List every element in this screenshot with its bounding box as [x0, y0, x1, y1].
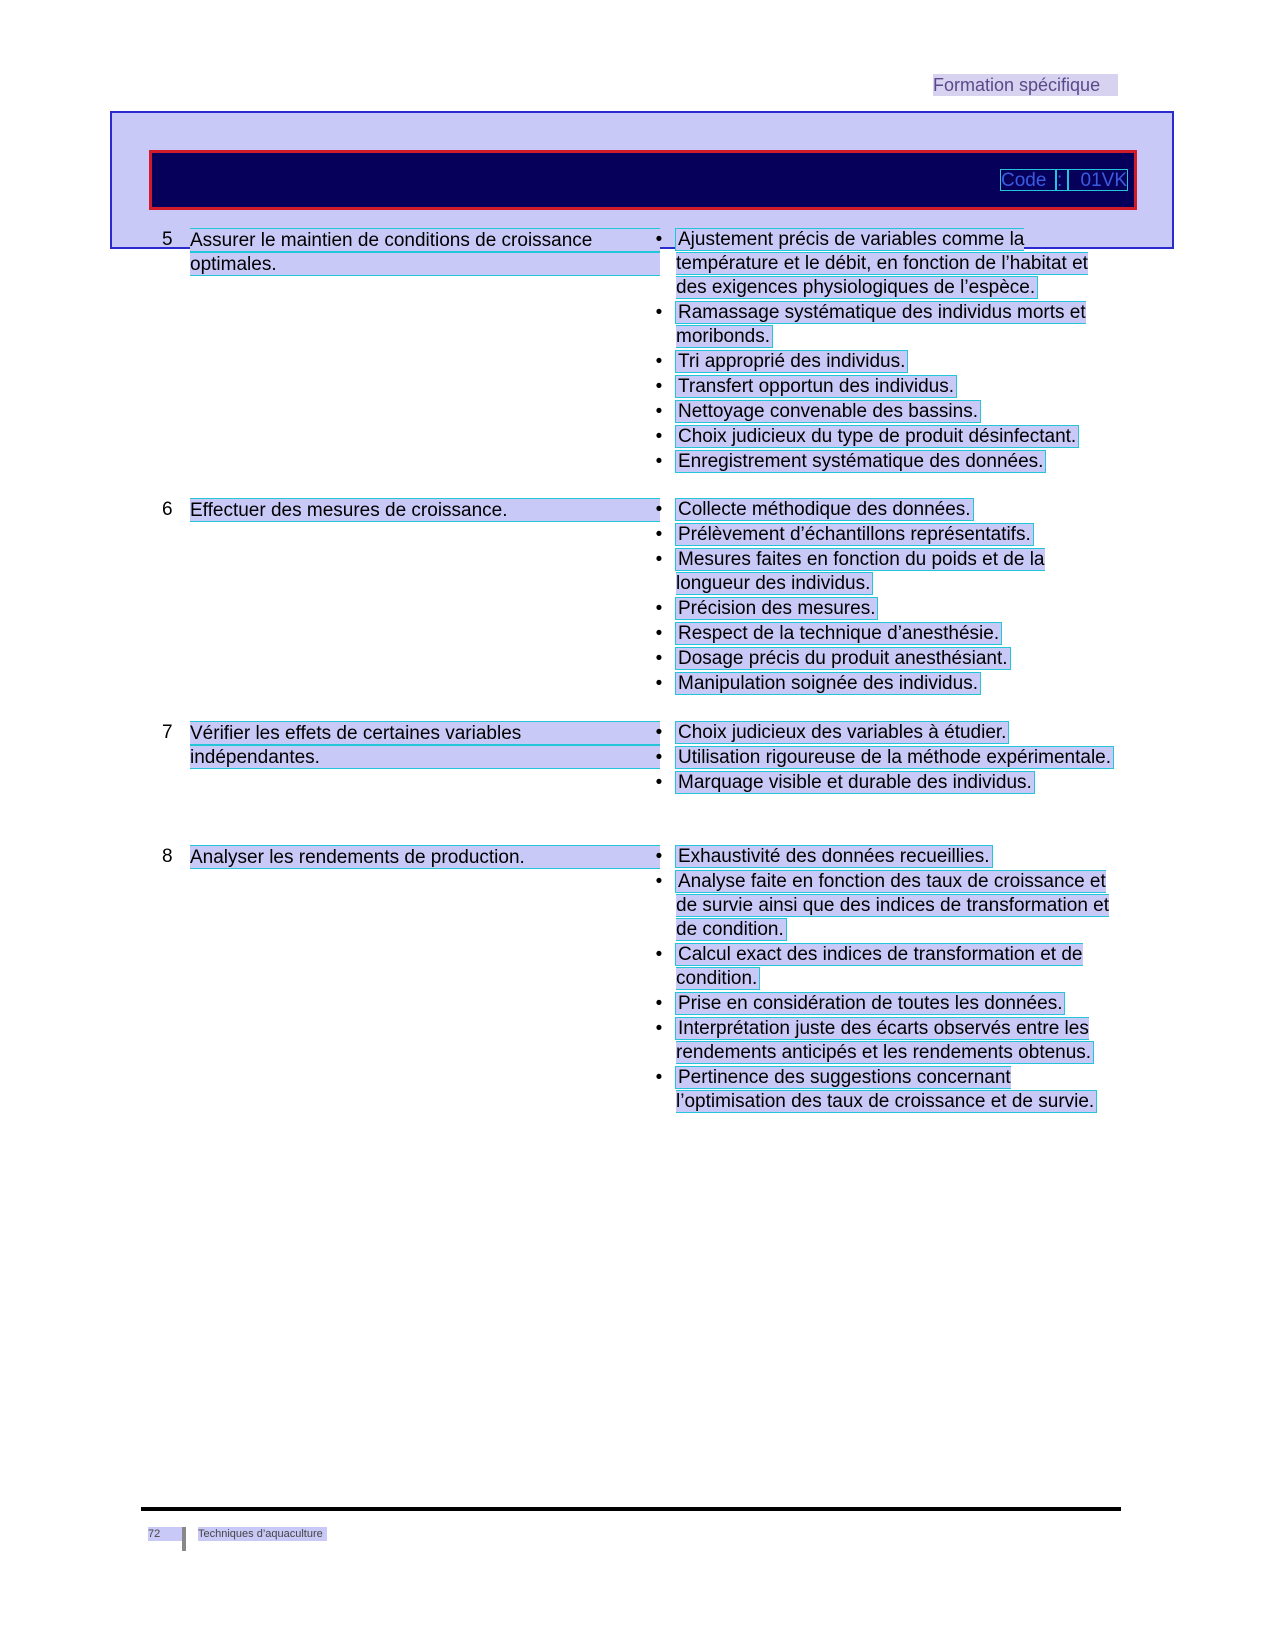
bullet-icon: •	[655, 1067, 663, 1088]
criterion-item	[652, 375, 1122, 399]
criterion-text: Calcul exact des indices de transformation et de condition.	[676, 944, 1083, 989]
criterion-text: Utilisation rigoureuse de la méthode expérimentale.	[678, 747, 1112, 768]
criterion-item	[652, 721, 1122, 745]
program-name: Techniques d’aquaculture	[198, 1527, 327, 1541]
criterion-text: Respect de la technique d’anesthésie.	[678, 623, 1000, 644]
page-footer	[148, 1522, 327, 1546]
task-line: Vérifier les effets de certaines variables	[190, 721, 660, 745]
criterion-text: Précision des mesures.	[678, 598, 876, 619]
criterion-item	[652, 450, 1122, 474]
criterion-item	[652, 622, 1122, 646]
criterion-item	[652, 943, 1122, 991]
bullet-icon: •	[655, 351, 663, 372]
criterion-item	[652, 1066, 1122, 1114]
bullet-icon: •	[655, 598, 663, 619]
title-bar	[149, 150, 1137, 210]
criterion-item	[652, 1017, 1122, 1065]
criterion-item	[652, 597, 1122, 621]
element-task	[190, 845, 660, 869]
criterion-item	[652, 228, 1122, 300]
element-number: 7	[162, 722, 173, 743]
task-line: Assurer le maintien de conditions de croissance	[190, 228, 660, 252]
criterion-item	[652, 672, 1122, 696]
bullet-icon: •	[655, 499, 663, 520]
bullet-icon: •	[655, 944, 663, 965]
criteria-list	[652, 721, 1122, 796]
criterion-item	[652, 992, 1122, 1016]
criterion-text: Dosage précis du produit anesthésiant.	[678, 648, 1008, 669]
criterion-item	[652, 425, 1122, 449]
criterion-text: Ajustement précis de variables comme la température et le débit, en fonction de l’habitat et des exigences physiologiques de l’espèce.	[676, 229, 1088, 298]
bullet-icon: •	[655, 673, 663, 694]
criterion-text: Ramassage systématique des individus morts et moribonds.	[676, 302, 1086, 347]
criterion-item	[652, 400, 1122, 424]
criteria-list	[652, 498, 1122, 697]
criterion-item	[652, 845, 1122, 869]
criterion-text: Collecte méthodique des données.	[678, 499, 971, 520]
criterion-text: Enregistrement systématique des données.	[678, 451, 1044, 472]
bullet-icon: •	[655, 993, 663, 1014]
bullet-icon: •	[655, 426, 663, 447]
code-value: 01VK	[1068, 169, 1128, 191]
bullet-icon: •	[655, 451, 663, 472]
footer-divider	[182, 1527, 186, 1551]
criterion-item	[652, 523, 1122, 547]
footer-rule	[141, 1507, 1121, 1511]
criterion-text: Manipulation soignée des individus.	[678, 673, 978, 694]
bullet-icon: •	[655, 1018, 663, 1039]
criterion-text: Analyse faite en fonction des taux de croissance et de survie ainsi que des indices de transformation et de condition.	[676, 871, 1110, 940]
page-number: 72	[148, 1527, 182, 1541]
criterion-item	[652, 548, 1122, 596]
bullet-icon: •	[655, 401, 663, 422]
criterion-text: Transfert opportun des individus.	[678, 376, 955, 397]
criterion-text: Prélèvement d’échantillons représentatifs.	[678, 524, 1031, 545]
bullet-icon: •	[655, 772, 663, 793]
criterion-text: Marquage visible et durable des individus.	[678, 772, 1032, 793]
bullet-icon: •	[655, 623, 663, 644]
criterion-item	[652, 746, 1122, 770]
element-task	[190, 228, 660, 276]
criterion-item	[652, 771, 1122, 795]
criterion-item	[652, 350, 1122, 374]
criterion-text: Pertinence des suggestions concernant l’optimisation des taux de croissance et de survie.	[676, 1067, 1095, 1112]
criterion-item	[652, 870, 1122, 942]
element-number: 6	[162, 499, 173, 520]
criterion-text: Choix judicieux des variables à étudier.	[678, 722, 1007, 743]
section-header: Formation spécifique	[933, 74, 1118, 96]
criterion-text: Choix judicieux du type de produit désinfectant.	[678, 426, 1077, 447]
element-number: 5	[162, 229, 173, 250]
bullet-icon: •	[655, 871, 663, 892]
bullet-icon: •	[655, 229, 663, 250]
task-line: indépendantes.	[190, 745, 660, 769]
criterion-text: Exhaustivité des données recueillies.	[678, 846, 990, 867]
bullet-icon: •	[655, 846, 663, 867]
bullet-icon: •	[655, 722, 663, 743]
criterion-text: Interprétation juste des écarts observés entre les rendements anticipés et les rendements obtenus.	[676, 1018, 1092, 1063]
bullet-icon: •	[655, 376, 663, 397]
task-line: Analyser les rendements de production.	[190, 845, 660, 869]
bullet-icon: •	[655, 648, 663, 669]
criterion-text: Mesures faites en fonction du poids et de la longueur des individus.	[676, 549, 1045, 594]
criterion-text: Prise en considération de toutes les données.	[678, 993, 1063, 1014]
bullet-icon: •	[655, 524, 663, 545]
criterion-item	[652, 647, 1122, 671]
code-label: Code	[1000, 169, 1056, 191]
task-line: optimales.	[190, 252, 660, 276]
bullet-icon: •	[655, 302, 663, 323]
criterion-text: Tri approprié des individus.	[678, 351, 906, 372]
code-separator: :	[1056, 169, 1068, 191]
criteria-list	[652, 228, 1122, 475]
course-code	[1000, 169, 1128, 191]
element-number: 8	[162, 846, 173, 867]
criterion-text: Nettoyage convenable des bassins.	[678, 401, 978, 422]
bullet-icon: •	[655, 549, 663, 570]
criteria-list	[652, 845, 1122, 1115]
element-task	[190, 498, 660, 522]
criterion-item	[652, 301, 1122, 349]
task-line: Effectuer des mesures de croissance.	[190, 498, 660, 522]
criterion-item	[652, 498, 1122, 522]
element-task	[190, 721, 660, 769]
bullet-icon: •	[655, 747, 663, 768]
